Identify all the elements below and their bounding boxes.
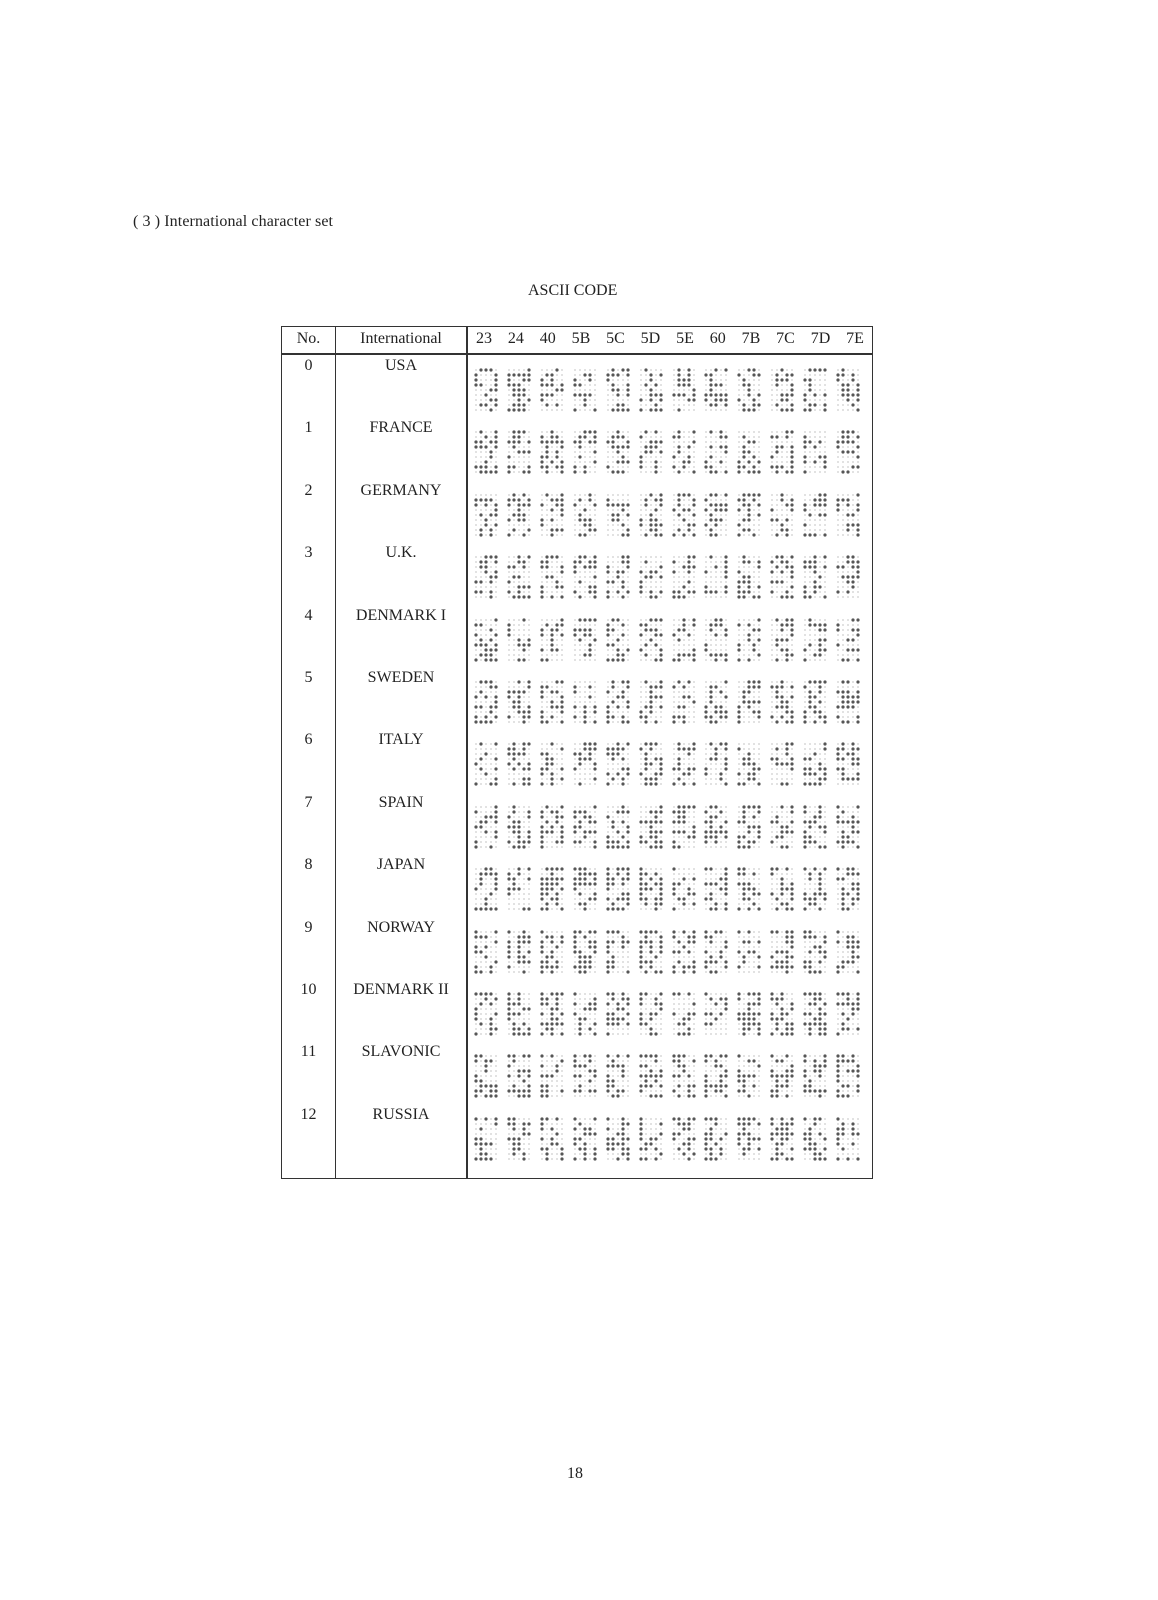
dot-matrix-glyph: [539, 929, 565, 975]
dot-matrix-glyph: [769, 866, 795, 912]
dot-matrix-glyph: [703, 1116, 729, 1162]
header-code-24: 24: [507, 330, 524, 347]
glyph-row: [473, 1116, 868, 1162]
row-number: 10: [300, 981, 317, 998]
dot-matrix-glyph: [835, 991, 861, 1037]
dot-matrix-glyph: [539, 429, 565, 475]
dot-matrix-glyph: [506, 617, 532, 663]
dot-matrix-glyph: [769, 679, 795, 725]
dot-matrix-glyph: [572, 741, 598, 787]
dot-matrix-glyph: [506, 1053, 532, 1099]
row-number: 7: [304, 793, 313, 811]
dot-matrix-glyph: [539, 1116, 565, 1162]
glyph-row: [473, 367, 868, 413]
dot-matrix-glyph: [835, 1053, 861, 1099]
row-country: DENMARK I: [355, 606, 447, 624]
dot-matrix-glyph: [473, 991, 499, 1037]
glyph-row: [473, 804, 868, 850]
header-code-5d: 5D: [640, 330, 661, 347]
dot-matrix-glyph: [572, 866, 598, 912]
dot-matrix-glyph: [736, 866, 762, 912]
dot-matrix-glyph: [769, 429, 795, 475]
row-country: GERMANY: [360, 481, 442, 499]
table-caption: ASCII CODE: [528, 282, 618, 299]
dot-matrix-glyph: [802, 367, 828, 413]
glyph-row: [473, 679, 868, 725]
dot-matrix-glyph: [473, 679, 499, 725]
dot-matrix-glyph: [638, 741, 664, 787]
dot-matrix-glyph: [703, 929, 729, 975]
dot-matrix-glyph: [473, 804, 499, 850]
dot-matrix-glyph: [572, 679, 598, 725]
dot-matrix-glyph: [835, 866, 861, 912]
dot-matrix-glyph: [572, 804, 598, 850]
character-set-table: [281, 326, 873, 1179]
dot-matrix-glyph: [638, 991, 664, 1037]
dot-matrix-glyph: [769, 617, 795, 663]
dot-matrix-glyph: [802, 1116, 828, 1162]
dot-matrix-glyph: [736, 554, 762, 600]
dot-matrix-glyph: [802, 429, 828, 475]
row-number: 5: [304, 669, 313, 686]
table-row: [282, 355, 872, 417]
dot-matrix-glyph: [539, 866, 565, 912]
header-code-5b: 5B: [571, 330, 591, 347]
table-row: [282, 854, 872, 916]
dot-matrix-glyph: [572, 1053, 598, 1099]
glyph-row: [473, 492, 868, 538]
table-row: [282, 667, 872, 729]
dot-matrix-glyph: [473, 741, 499, 787]
dot-matrix-glyph: [572, 617, 598, 663]
row-country: USA: [384, 357, 417, 374]
dot-matrix-glyph: [802, 1053, 828, 1099]
dot-matrix-glyph: [539, 991, 565, 1037]
section-heading: ( 3 ) International character set: [133, 213, 334, 230]
dot-matrix-glyph: [671, 492, 697, 538]
dot-matrix-glyph: [736, 1053, 762, 1099]
dot-matrix-glyph: [671, 617, 697, 663]
dot-matrix-glyph: [638, 1116, 664, 1162]
dot-matrix-glyph: [671, 929, 697, 975]
dot-matrix-glyph: [638, 929, 664, 975]
header-ascii-codes: [468, 329, 872, 349]
dot-matrix-glyph: [605, 554, 631, 600]
dot-matrix-glyph: [703, 866, 729, 912]
dot-matrix-glyph: [473, 554, 499, 600]
glyph-row: [473, 741, 868, 787]
dot-matrix-glyph: [506, 929, 532, 975]
dot-matrix-glyph: [671, 804, 697, 850]
dot-matrix-glyph: [473, 429, 499, 475]
dot-matrix-glyph: [802, 804, 828, 850]
dot-matrix-glyph: [671, 679, 697, 725]
dot-matrix-glyph: [638, 554, 664, 600]
dot-matrix-glyph: [736, 617, 762, 663]
dot-matrix-glyph: [605, 679, 631, 725]
dot-matrix-glyph: [473, 367, 499, 413]
dot-matrix-glyph: [539, 804, 565, 850]
dot-matrix-glyph: [802, 741, 828, 787]
dot-matrix-glyph: [638, 617, 664, 663]
dot-matrix-glyph: [473, 929, 499, 975]
dot-matrix-glyph: [506, 367, 532, 413]
row-number: 1: [304, 419, 313, 437]
dot-matrix-glyph: [572, 367, 598, 413]
header-code-7c: 7C: [776, 330, 795, 347]
dot-matrix-glyph: [605, 741, 631, 787]
dot-matrix-glyph: [802, 866, 828, 912]
dot-matrix-glyph: [605, 429, 631, 475]
header-code-60: 60: [709, 330, 726, 347]
glyph-row: [473, 1053, 868, 1099]
row-country: RUSSIA: [372, 1105, 430, 1123]
header-international: International: [360, 330, 442, 347]
dot-matrix-glyph: [671, 741, 697, 787]
dot-matrix-glyph: [506, 866, 532, 912]
dot-matrix-glyph: [736, 492, 762, 538]
dot-matrix-glyph: [769, 929, 795, 975]
dot-matrix-glyph: [638, 679, 664, 725]
header-no: No.: [296, 330, 321, 347]
row-number: 2: [304, 481, 313, 499]
glyph-row: [473, 429, 868, 475]
dot-matrix-glyph: [572, 991, 598, 1037]
dot-matrix-glyph: [703, 741, 729, 787]
header-code-5e: 5E: [676, 330, 694, 347]
dot-matrix-glyph: [835, 492, 861, 538]
dot-matrix-glyph: [473, 866, 499, 912]
row-country: ITALY: [378, 731, 424, 749]
page-number: 18: [567, 1465, 583, 1482]
dot-matrix-glyph: [835, 617, 861, 663]
table-row: [282, 480, 872, 542]
dot-matrix-glyph: [736, 741, 762, 787]
dot-matrix-glyph: [638, 429, 664, 475]
header-code-23: 23: [475, 330, 492, 347]
glyph-row: [473, 929, 868, 975]
row-number: 11: [300, 1043, 317, 1061]
dot-matrix-glyph: [835, 367, 861, 413]
row-country: SWEDEN: [367, 669, 435, 686]
table-row: [282, 542, 872, 604]
row-number: 6: [304, 731, 313, 749]
dot-matrix-glyph: [703, 492, 729, 538]
row-country: U.K.: [385, 544, 417, 562]
dot-matrix-glyph: [835, 804, 861, 850]
dot-matrix-glyph: [473, 1053, 499, 1099]
dot-matrix-glyph: [736, 991, 762, 1037]
dot-matrix-glyph: [572, 1116, 598, 1162]
dot-matrix-glyph: [835, 929, 861, 975]
dot-matrix-glyph: [605, 866, 631, 912]
dot-matrix-glyph: [539, 367, 565, 413]
dot-matrix-glyph: [736, 367, 762, 413]
glyph-row: [473, 991, 868, 1037]
dot-matrix-glyph: [473, 492, 499, 538]
dot-matrix-glyph: [473, 617, 499, 663]
dot-matrix-glyph: [506, 1116, 532, 1162]
dot-matrix-glyph: [638, 367, 664, 413]
dot-matrix-glyph: [605, 804, 631, 850]
dot-matrix-glyph: [671, 367, 697, 413]
row-country: JAPAN: [376, 856, 426, 874]
dot-matrix-glyph: [802, 554, 828, 600]
dot-matrix-glyph: [703, 429, 729, 475]
dot-matrix-glyph: [769, 991, 795, 1037]
row-number: 12: [300, 1105, 317, 1123]
row-country: SPAIN: [378, 793, 424, 811]
header-code-40: 40: [539, 330, 556, 347]
dot-matrix-glyph: [769, 1053, 795, 1099]
row-country: NORWAY: [367, 918, 435, 936]
table-row: [282, 605, 872, 667]
glyph-row: [473, 554, 868, 600]
dot-matrix-glyph: [506, 741, 532, 787]
dot-matrix-glyph: [572, 492, 598, 538]
dot-matrix-glyph: [835, 554, 861, 600]
table-row: [282, 1041, 872, 1103]
dot-matrix-glyph: [736, 1116, 762, 1162]
dot-matrix-glyph: [671, 1116, 697, 1162]
row-country: FRANCE: [369, 419, 433, 437]
dot-matrix-glyph: [605, 617, 631, 663]
dot-matrix-glyph: [605, 1116, 631, 1162]
dot-matrix-glyph: [605, 1053, 631, 1099]
dot-matrix-glyph: [835, 741, 861, 787]
row-number: 4: [304, 606, 313, 624]
dot-matrix-glyph: [671, 1053, 697, 1099]
dot-matrix-glyph: [769, 1116, 795, 1162]
dot-matrix-glyph: [802, 617, 828, 663]
dot-matrix-glyph: [506, 554, 532, 600]
dot-matrix-glyph: [539, 1053, 565, 1099]
dot-matrix-glyph: [769, 554, 795, 600]
dot-matrix-glyph: [802, 991, 828, 1037]
row-number: 9: [304, 918, 313, 936]
dot-matrix-glyph: [671, 554, 697, 600]
dot-matrix-glyph: [638, 1053, 664, 1099]
dot-matrix-glyph: [671, 866, 697, 912]
dot-matrix-glyph: [703, 1053, 729, 1099]
dot-matrix-glyph: [769, 492, 795, 538]
glyph-row: [473, 617, 868, 663]
dot-matrix-glyph: [506, 804, 532, 850]
dot-matrix-glyph: [638, 492, 664, 538]
dot-matrix-glyph: [703, 991, 729, 1037]
dot-matrix-glyph: [736, 679, 762, 725]
dot-matrix-glyph: [506, 429, 532, 475]
table-row: [282, 917, 872, 979]
header-code-5c: 5C: [606, 330, 625, 347]
dot-matrix-glyph: [638, 866, 664, 912]
table-row: [282, 417, 872, 479]
dot-matrix-glyph: [506, 492, 532, 538]
table-row: [282, 1104, 872, 1166]
dot-matrix-glyph: [703, 554, 729, 600]
dot-matrix-glyph: [572, 554, 598, 600]
row-number: 0: [304, 357, 313, 374]
dot-matrix-glyph: [572, 429, 598, 475]
dot-matrix-glyph: [605, 492, 631, 538]
dot-matrix-glyph: [835, 429, 861, 475]
row-number: 8: [304, 856, 313, 874]
dot-matrix-glyph: [506, 991, 532, 1037]
dot-matrix-glyph: [539, 617, 565, 663]
dot-matrix-glyph: [605, 991, 631, 1037]
dot-matrix-glyph: [539, 741, 565, 787]
dot-matrix-glyph: [539, 679, 565, 725]
dot-matrix-glyph: [539, 554, 565, 600]
dot-matrix-glyph: [671, 991, 697, 1037]
header-code-7b: 7B: [741, 330, 761, 347]
dot-matrix-glyph: [802, 929, 828, 975]
dot-matrix-glyph: [473, 1116, 499, 1162]
dot-matrix-glyph: [703, 804, 729, 850]
row-number: 3: [304, 544, 313, 562]
dot-matrix-glyph: [736, 429, 762, 475]
dot-matrix-glyph: [835, 1116, 861, 1162]
dot-matrix-glyph: [736, 929, 762, 975]
dot-matrix-glyph: [769, 804, 795, 850]
dot-matrix-glyph: [539, 492, 565, 538]
dot-matrix-glyph: [802, 492, 828, 538]
row-country: DENMARK II: [353, 981, 449, 998]
dot-matrix-glyph: [736, 804, 762, 850]
table-row: [282, 792, 872, 854]
dot-matrix-glyph: [703, 367, 729, 413]
dot-matrix-glyph: [703, 617, 729, 663]
row-country: SLAVONIC: [361, 1043, 441, 1061]
dot-matrix-glyph: [769, 741, 795, 787]
header-code-7d: 7D: [810, 330, 831, 347]
glyph-row: [473, 866, 868, 912]
dot-matrix-glyph: [638, 804, 664, 850]
dot-matrix-glyph: [605, 367, 631, 413]
dot-matrix-glyph: [769, 367, 795, 413]
dot-matrix-glyph: [572, 929, 598, 975]
header-code-7e: 7E: [846, 330, 864, 347]
dot-matrix-glyph: [605, 929, 631, 975]
dot-matrix-glyph: [835, 679, 861, 725]
dot-matrix-glyph: [703, 679, 729, 725]
table-row: [282, 729, 872, 791]
table-row: [282, 979, 872, 1041]
dot-matrix-glyph: [802, 679, 828, 725]
dot-matrix-glyph: [671, 429, 697, 475]
dot-matrix-glyph: [506, 679, 532, 725]
